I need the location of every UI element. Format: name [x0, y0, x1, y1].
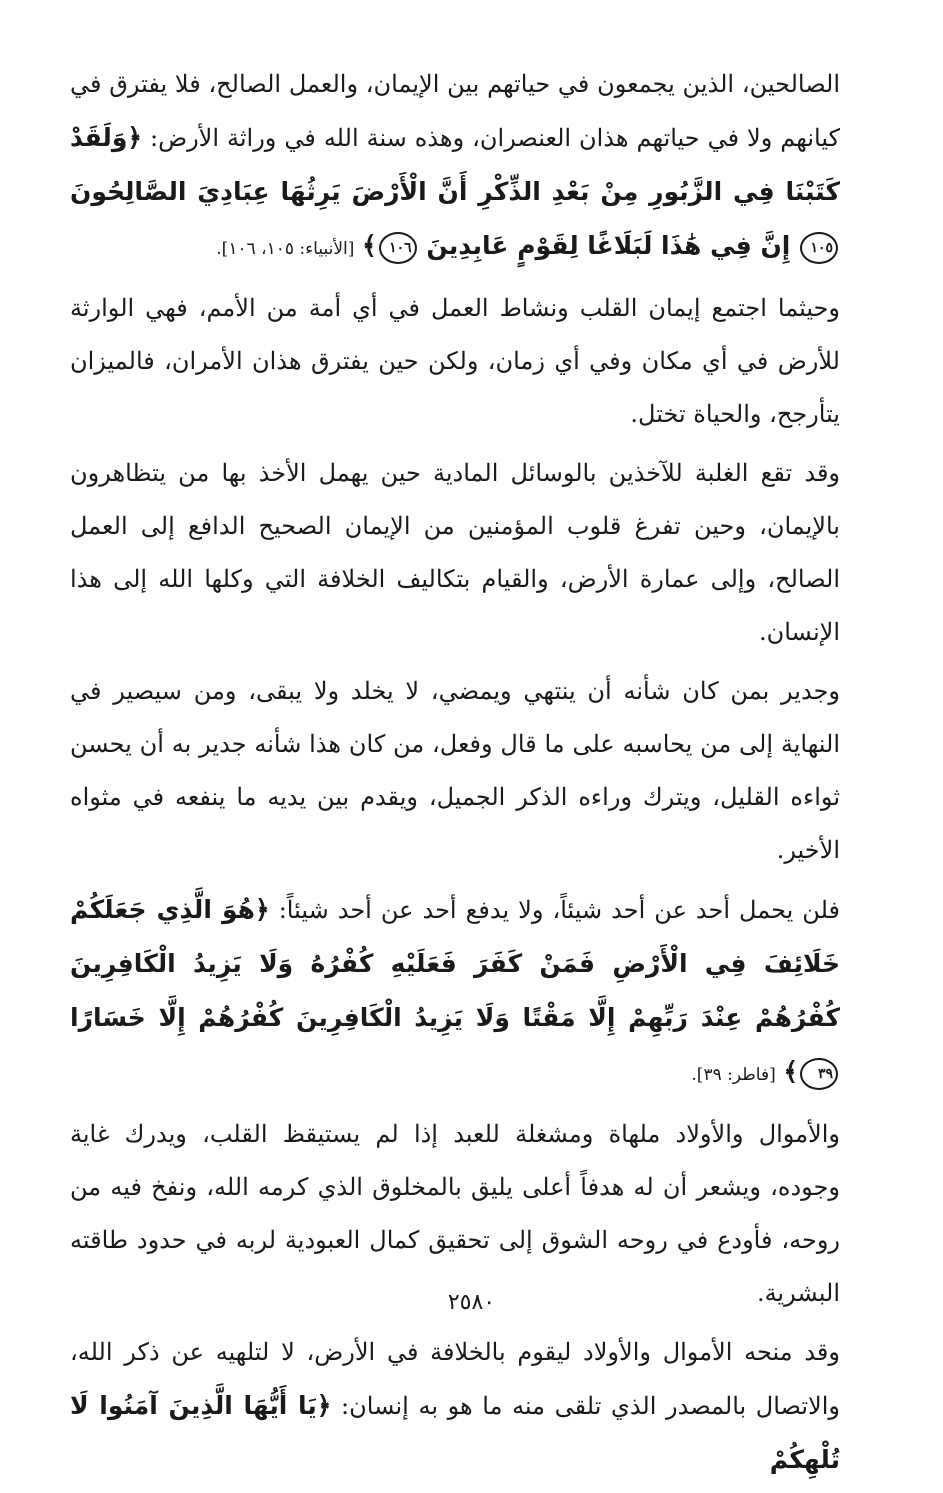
paragraph-4 [70, 665, 840, 877]
quran-verse: ﴿هُوَ الَّذِي جَعَلَكُمْ خَلَائِفَ فِي الْأَرْضِ فَمَنْ كَفَرَ فَعَلَيْهِ كُفْرُهُ وَلَا يَزِيدُ الْكَافِرِينَ كُفْرُهُمْ عِنْدَ رَبِّهِمْ إِلَّا مَقْتًا وَلَا يَزِيدُ الْكَافِرِينَ كُفْرُهُمْ إِلَّا خَسَارًا [70, 895, 840, 1032]
verse-reference: [فاطر: ٣٩]. [691, 1065, 776, 1085]
paragraph-5 [70, 883, 840, 1102]
page-number: ٢٥٨٠ [447, 1290, 496, 1315]
paragraph-text: فلن يحمل أحد عن أحد شيئاً، ولا يدفع أحد عن أحد شيئاً: [269, 896, 840, 924]
paragraph-text: وقد منحه الأموال والأولاد ليقوم بالخلافة في الأرض، لا لتلهيه عن ذكر الله، والاتصال بالمصدر الذي تلقى منه ما هو به إنسان: [70, 1338, 840, 1420]
paragraph-2 [70, 282, 840, 441]
paragraph-6 [70, 1108, 840, 1320]
quran-verse: ﴿يَا أَيُّهَا الَّذِينَ آمَنُوا لَا تُلْهِكُمْ [70, 1391, 840, 1474]
quran-verse: ﴿وَلَقَدْ كَتَبْنَا فِي الزَّبُورِ مِنْ بَعْدِ الذِّكْرِ أَنَّ الْأَرْضَ يَرِثُهَا عِبَادِيَ الصَّالِحُونَ [70, 123, 840, 206]
ayah-number-marker: ١٠٥ [800, 232, 838, 264]
paragraph-text: الصالحين، الذين يجمعون في حياتهم بين الإيمان، والعمل الصالح، فلا يفترق في كيانهم ولا في حياتهم هذان العنصران، وهذه سنة الله في وراثة الأرض: [70, 70, 840, 152]
paragraph-text: وحيثما اجتمع إيمان القلب ونشاط العمل في أي أمة من الأمم، فهي الوارثة للأرض في أي مكان وفي أي زمان، ولكن حين يفترق هذان الأمران، فالميزان يتأرجح، والحياة تختل. [70, 294, 840, 428]
quran-verse: إِنَّ فِي هَٰذَا لَبَلَاغًا لِقَوْمٍ عَابِدِينَ [426, 231, 791, 260]
quran-close-bracket: ﴾ [362, 231, 377, 260]
paragraph-3 [70, 447, 840, 659]
paragraph-7 [70, 1326, 840, 1487]
paragraph-text: وقد تقع الغلبة للآخذين بالوسائل المادية حين يهمل الأخذ بها من يتظاهرون بالإيمان، وحين تفرغ قلوب المؤمنين من الإيمان الصحيح الدافع إلى العمل الصالح، وإلى عمارة الأرض، والقيام بتكاليف الخلافة التي وكلها الله إلى هذا الإنسان. [70, 459, 840, 646]
paragraph-1 [70, 58, 840, 276]
verse-reference: [الأنبياء: ١٠٥، ١٠٦]. [216, 239, 355, 259]
quran-close-bracket: ﴾ [783, 1057, 798, 1086]
page-body [70, 58, 840, 1493]
paragraph-text: وجدير بمن كان شأنه أن ينتهي ويمضي، لا يخلد ولا يبقى، ومن سيصير في النهاية إلى من يحاسبه على ما قال وفعل، من كان هذا شأنه جدير به أن يحسن ثواءه القليل، ويترك وراءه الذكر الجميل، ويقدم بين يديه ما ينفعه في مثواه الأخير. [70, 677, 840, 864]
ayah-number-marker: ٣٩ [800, 1058, 838, 1090]
ayah-number-marker: ١٠٦ [379, 232, 417, 264]
paragraph-text: والأموال والأولاد ملهاة ومشغلة للعبد إذا لم يستيقظ القلب، ويدرك غاية وجوده، ويشعر أن له هدفاً أعلى يليق بالمخلوق الذي كرمه الله، ونفخ فيه من روحه، فأودع في روحه الشوق إلى تحقيق كمال العبودية لربه في حدود طاقته البشرية. [70, 1120, 840, 1307]
